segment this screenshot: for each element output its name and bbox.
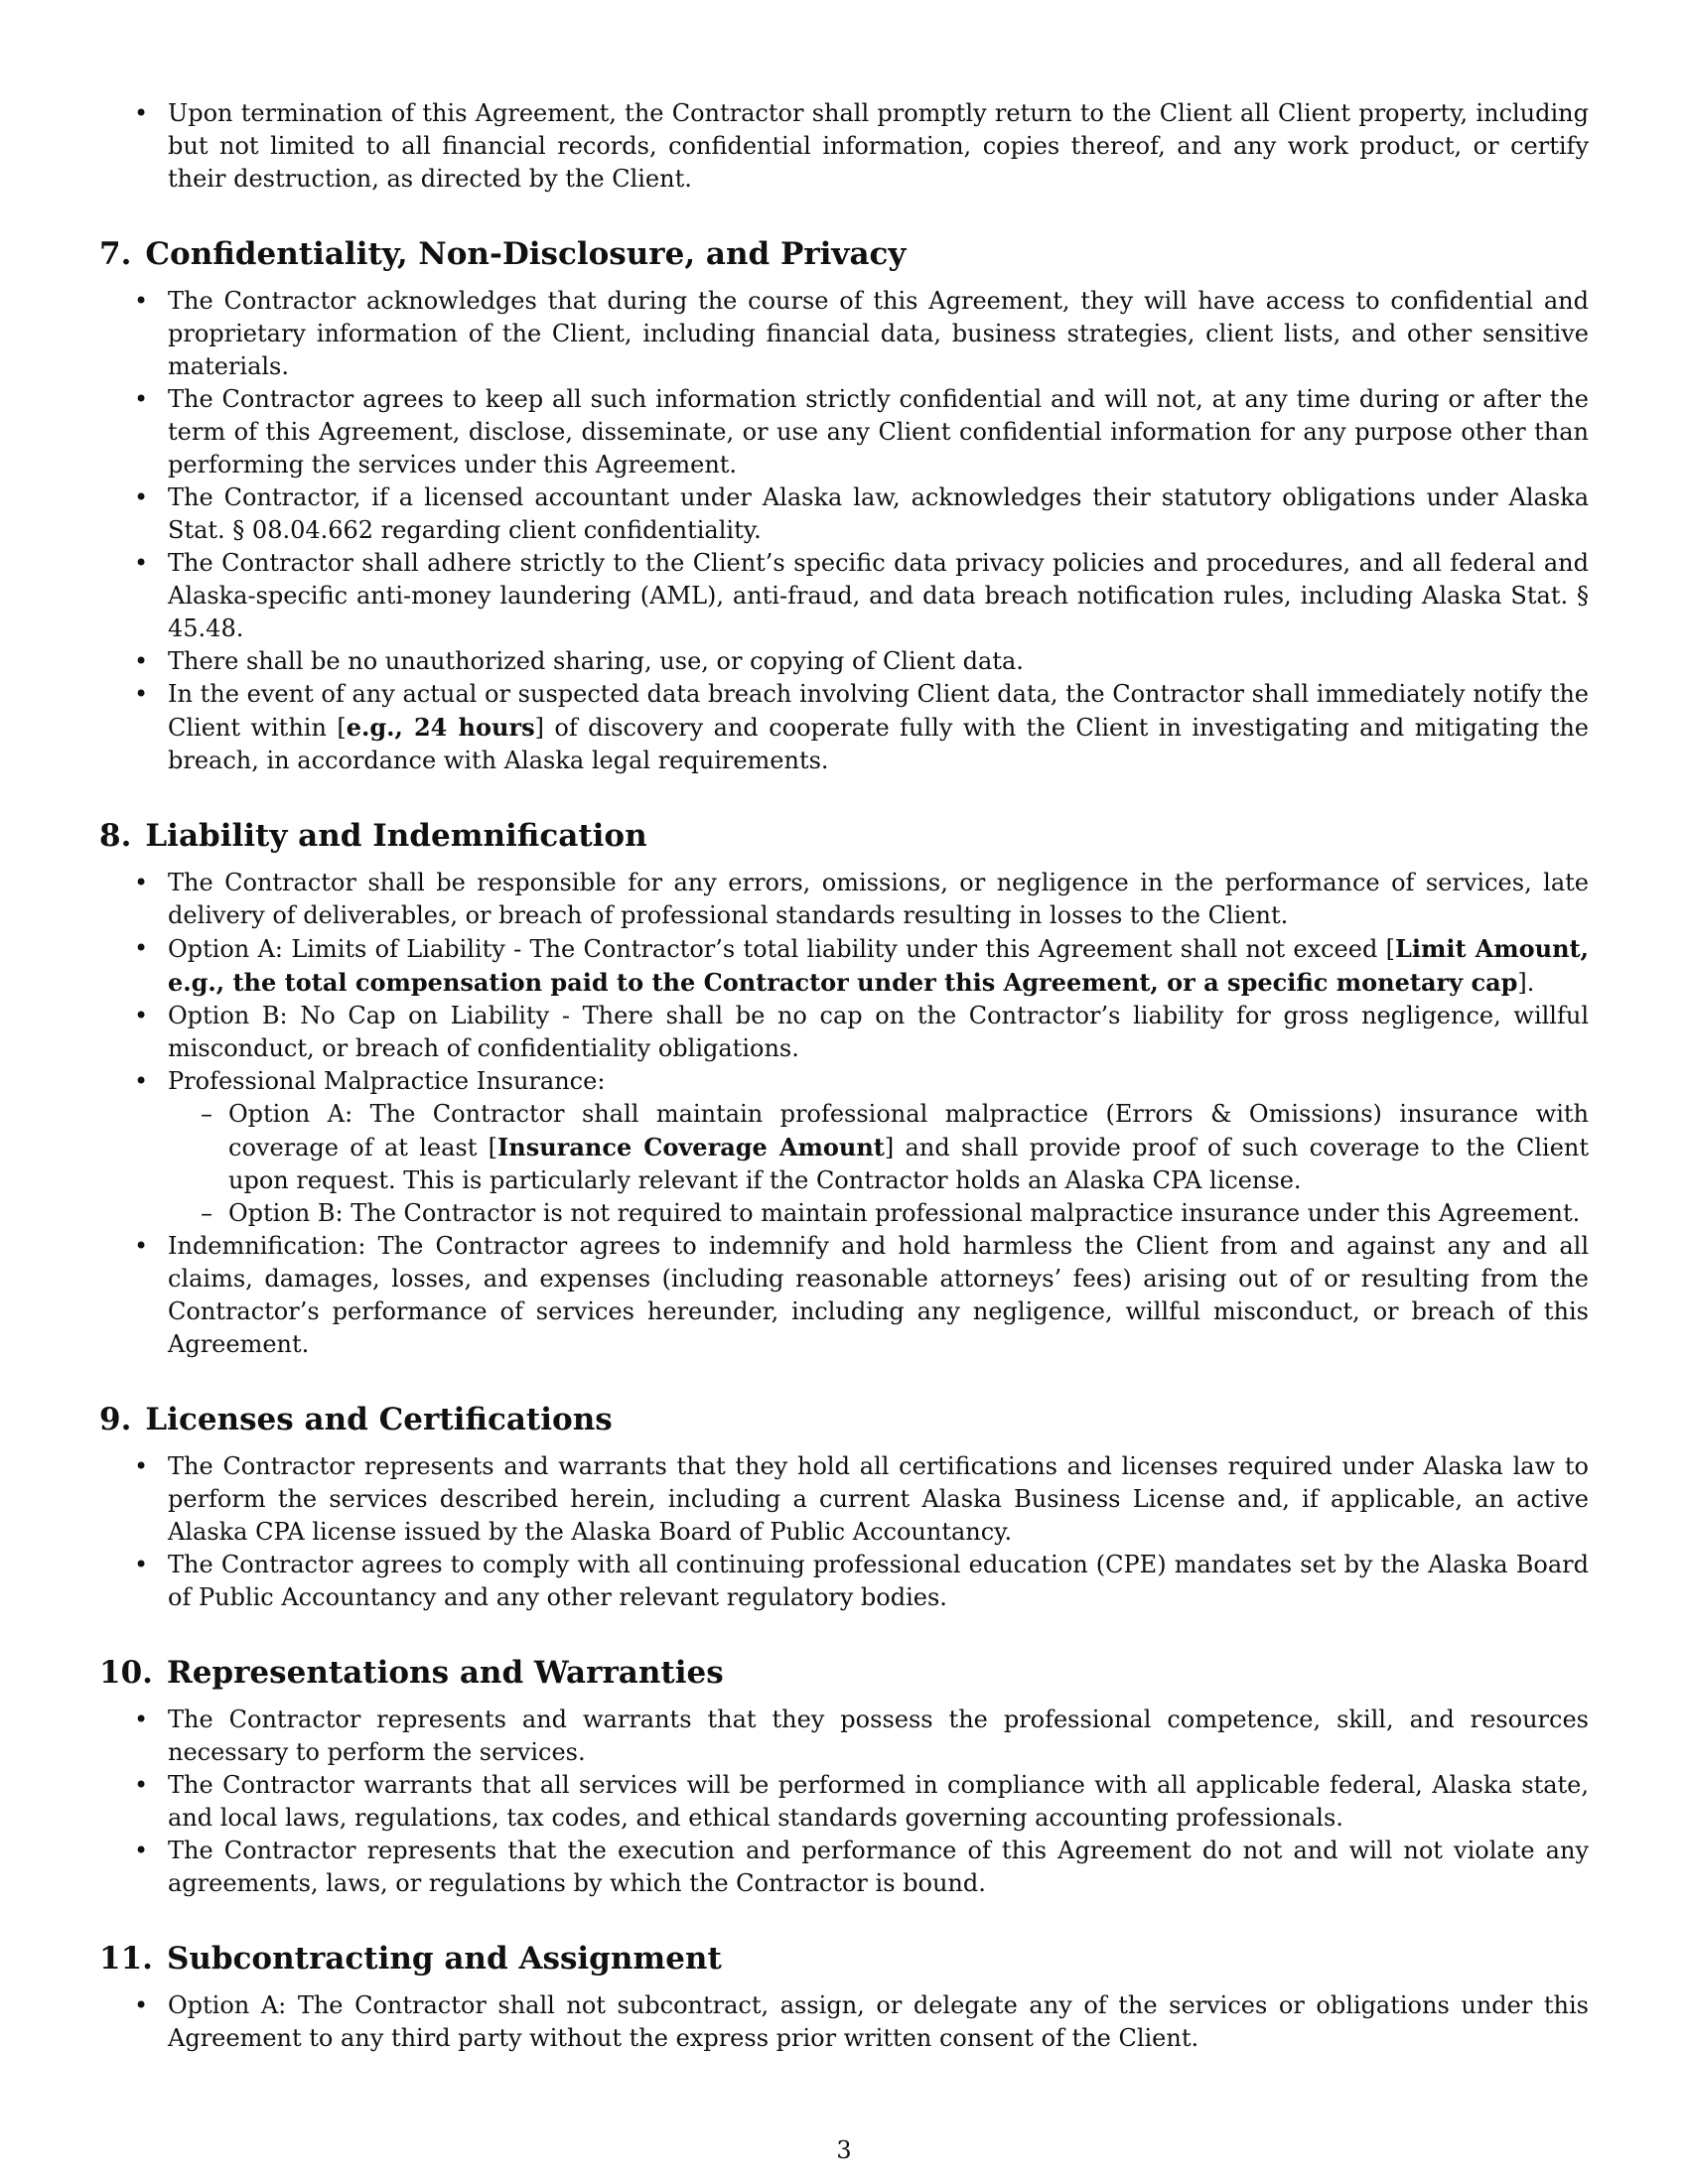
section-heading <box>99 235 1589 273</box>
list-item: • The Contractor, if a licensed accountant under Alaska law, acknowledges their statutory obligations under Alaska Stat. § 08.04.662 regarding client confidentiality. <box>99 481 1589 547</box>
intro-list <box>99 97 1589 196</box>
section-list <box>99 1704 1589 1900</box>
placeholder-term: Insurance Coverage Amount <box>497 1133 885 1161</box>
section-number: 11. <box>99 1941 153 1977</box>
section-title: Liability and Indemnification <box>145 818 647 854</box>
item-text: ] and shall provide proof of such coverage to the Client upon request. This is particularly relevant if the Contractor holds an Alaska CPA license. <box>228 1134 1590 1194</box>
list-item: • The Contractor warrants that all services will be performed in compliance with all applicable federal, Alaska state, and local laws, regulations, tax codes, and ethical standards governing accounting professionals. <box>99 1769 1589 1835</box>
page-content <box>99 97 1589 2055</box>
list-item: • The Contractor represents and warrants that they possess the professional competence, skill, and resources necessary to perform the services. <box>99 1704 1589 1769</box>
section-list <box>99 1450 1589 1614</box>
section-title: Licenses and Certifications <box>145 1402 613 1437</box>
section-number: 8. <box>99 818 132 854</box>
list-item: • Option A: The Contractor shall not subcontract, assign, or delegate any of the services or obligations under this Agreement to any third party without the express prior written consent of the Client. <box>99 1989 1589 2055</box>
section-title: Confidentiality, Non-Disclosure, and Privacy <box>145 236 907 272</box>
sub-list-item: – Option B: The Contractor is not required to maintain professional malpractice insurance under this Agreement. <box>168 1197 1589 1230</box>
item-text: ]. <box>1517 969 1535 997</box>
section-title: Representations and Warranties <box>166 1655 724 1691</box>
placeholder-term: e.g., 24 hours <box>346 713 535 742</box>
section-liability <box>99 817 1589 1361</box>
placeholder-term: Limit Amount, e.g., the total compensation paid to the Contractor under this Agreement, or a specific monetary cap <box>168 934 1589 997</box>
item-text: In the event of any actual or suspected data breach involving Client data, the Contractor shall immediately notify the Client within [ <box>168 680 1589 742</box>
list-item: • The Contractor agrees to comply with all continuing professional education (CPE) mandates set by the Alaska Board of Public Accountancy and any other relevant regulatory bodies. <box>99 1549 1589 1614</box>
list-item: • The Contractor shall be responsible for any errors, omissions, or negligence in the performance of services, late delivery of deliverables, or breach of professional standards resulting in losses to the Client. <box>99 867 1589 932</box>
list-item: • The Contractor represents that the execution and performance of this Agreement do not and will not violate any agreements, laws, or regulations by which the Contractor is bound. <box>99 1835 1589 1900</box>
section-subcontracting <box>99 1940 1589 2055</box>
section-list <box>99 285 1589 777</box>
section-title: Subcontracting and Assignment <box>166 1941 722 1977</box>
list-item <box>99 932 1589 1000</box>
section-heading <box>99 817 1589 855</box>
list-item: • The Contractor represents and warrants that they hold all certifications and licenses required under Alaska law to perform the services described herein, including a current Alaska Business License and, if applicable, an active Alaska CPA license issued by the Alaska Board of Public Accountancy. <box>99 1450 1589 1549</box>
section-heading <box>99 1654 1589 1692</box>
item-text: ] of discovery and cooperate fully with the Client in investigating and mitigating the breach, in accordance with Alaska legal requirements. <box>168 714 1589 774</box>
list-item: • The Contractor shall adhere strictly to the Client’s specific data privacy policies and procedures, and all federal and Alaska-specific anti-money laundering (AML), anti-fraud, and data breach notification rules, including Alaska Stat. § 45.48. <box>99 547 1589 645</box>
item-text: Option A: Limits of Liability - The Contractor’s total liability under this Agreement shall not exceed [ <box>168 935 1395 963</box>
item-text: Option A: The Contractor shall maintain professional malpractice (Errors & Omissions) insurance with coverage of at least [ <box>228 1100 1589 1161</box>
item-text: Professional Malpractice Insurance: <box>168 1067 606 1095</box>
section-number: 7. <box>99 236 132 272</box>
section-list <box>99 1989 1589 2055</box>
list-item: • Upon termination of this Agreement, the Contractor shall promptly return to the Client all Client property, including but not limited to all financial records, confidential information, copies thereof, and any work product, or certify their destruction, as directed by the Client. <box>99 97 1589 196</box>
section-list <box>99 867 1589 1361</box>
list-item: • There shall be no unauthorized sharing, use, or copying of Client data. <box>99 645 1589 678</box>
list-item: • Option B: No Cap on Liability - There shall be no cap on the Contractor’s liability for gross negligence, willful misconduct, or breach of confidentiality obligations. <box>99 1000 1589 1065</box>
section-number: 10. <box>99 1655 153 1691</box>
section-heading <box>99 1940 1589 1978</box>
section-representations <box>99 1654 1589 1900</box>
list-item: • The Contractor acknowledges that during the course of this Agreement, they will have access to confidential and proprietary information of the Client, including financial data, business strategies, client lists, and other sensitive materials. <box>99 285 1589 383</box>
list-item <box>99 1065 1589 1230</box>
sub-list <box>168 1098 1589 1230</box>
list-item <box>99 678 1589 777</box>
section-number: 9. <box>99 1402 132 1437</box>
section-confidentiality <box>99 235 1589 777</box>
list-item: • The Contractor agrees to keep all such information strictly confidential and will not, at any time during or after the term of this Agreement, disclose, disseminate, or use any Client confidential information for any purpose other than performing the services under this Agreement. <box>99 383 1589 481</box>
sub-list-item <box>168 1098 1589 1197</box>
page-number: 3 <box>836 2136 852 2164</box>
section-heading <box>99 1401 1589 1438</box>
list-item: • Indemnification: The Contractor agrees to indemnify and hold harmless the Client from and against any and all claims, damages, losses, and expenses (including reasonable attorneys’ fees) arising out of or resulting from the Contractor’s performance of services hereunder, including any negligence, willful misconduct, or breach of this Agreement. <box>99 1230 1589 1361</box>
section-licenses <box>99 1401 1589 1614</box>
